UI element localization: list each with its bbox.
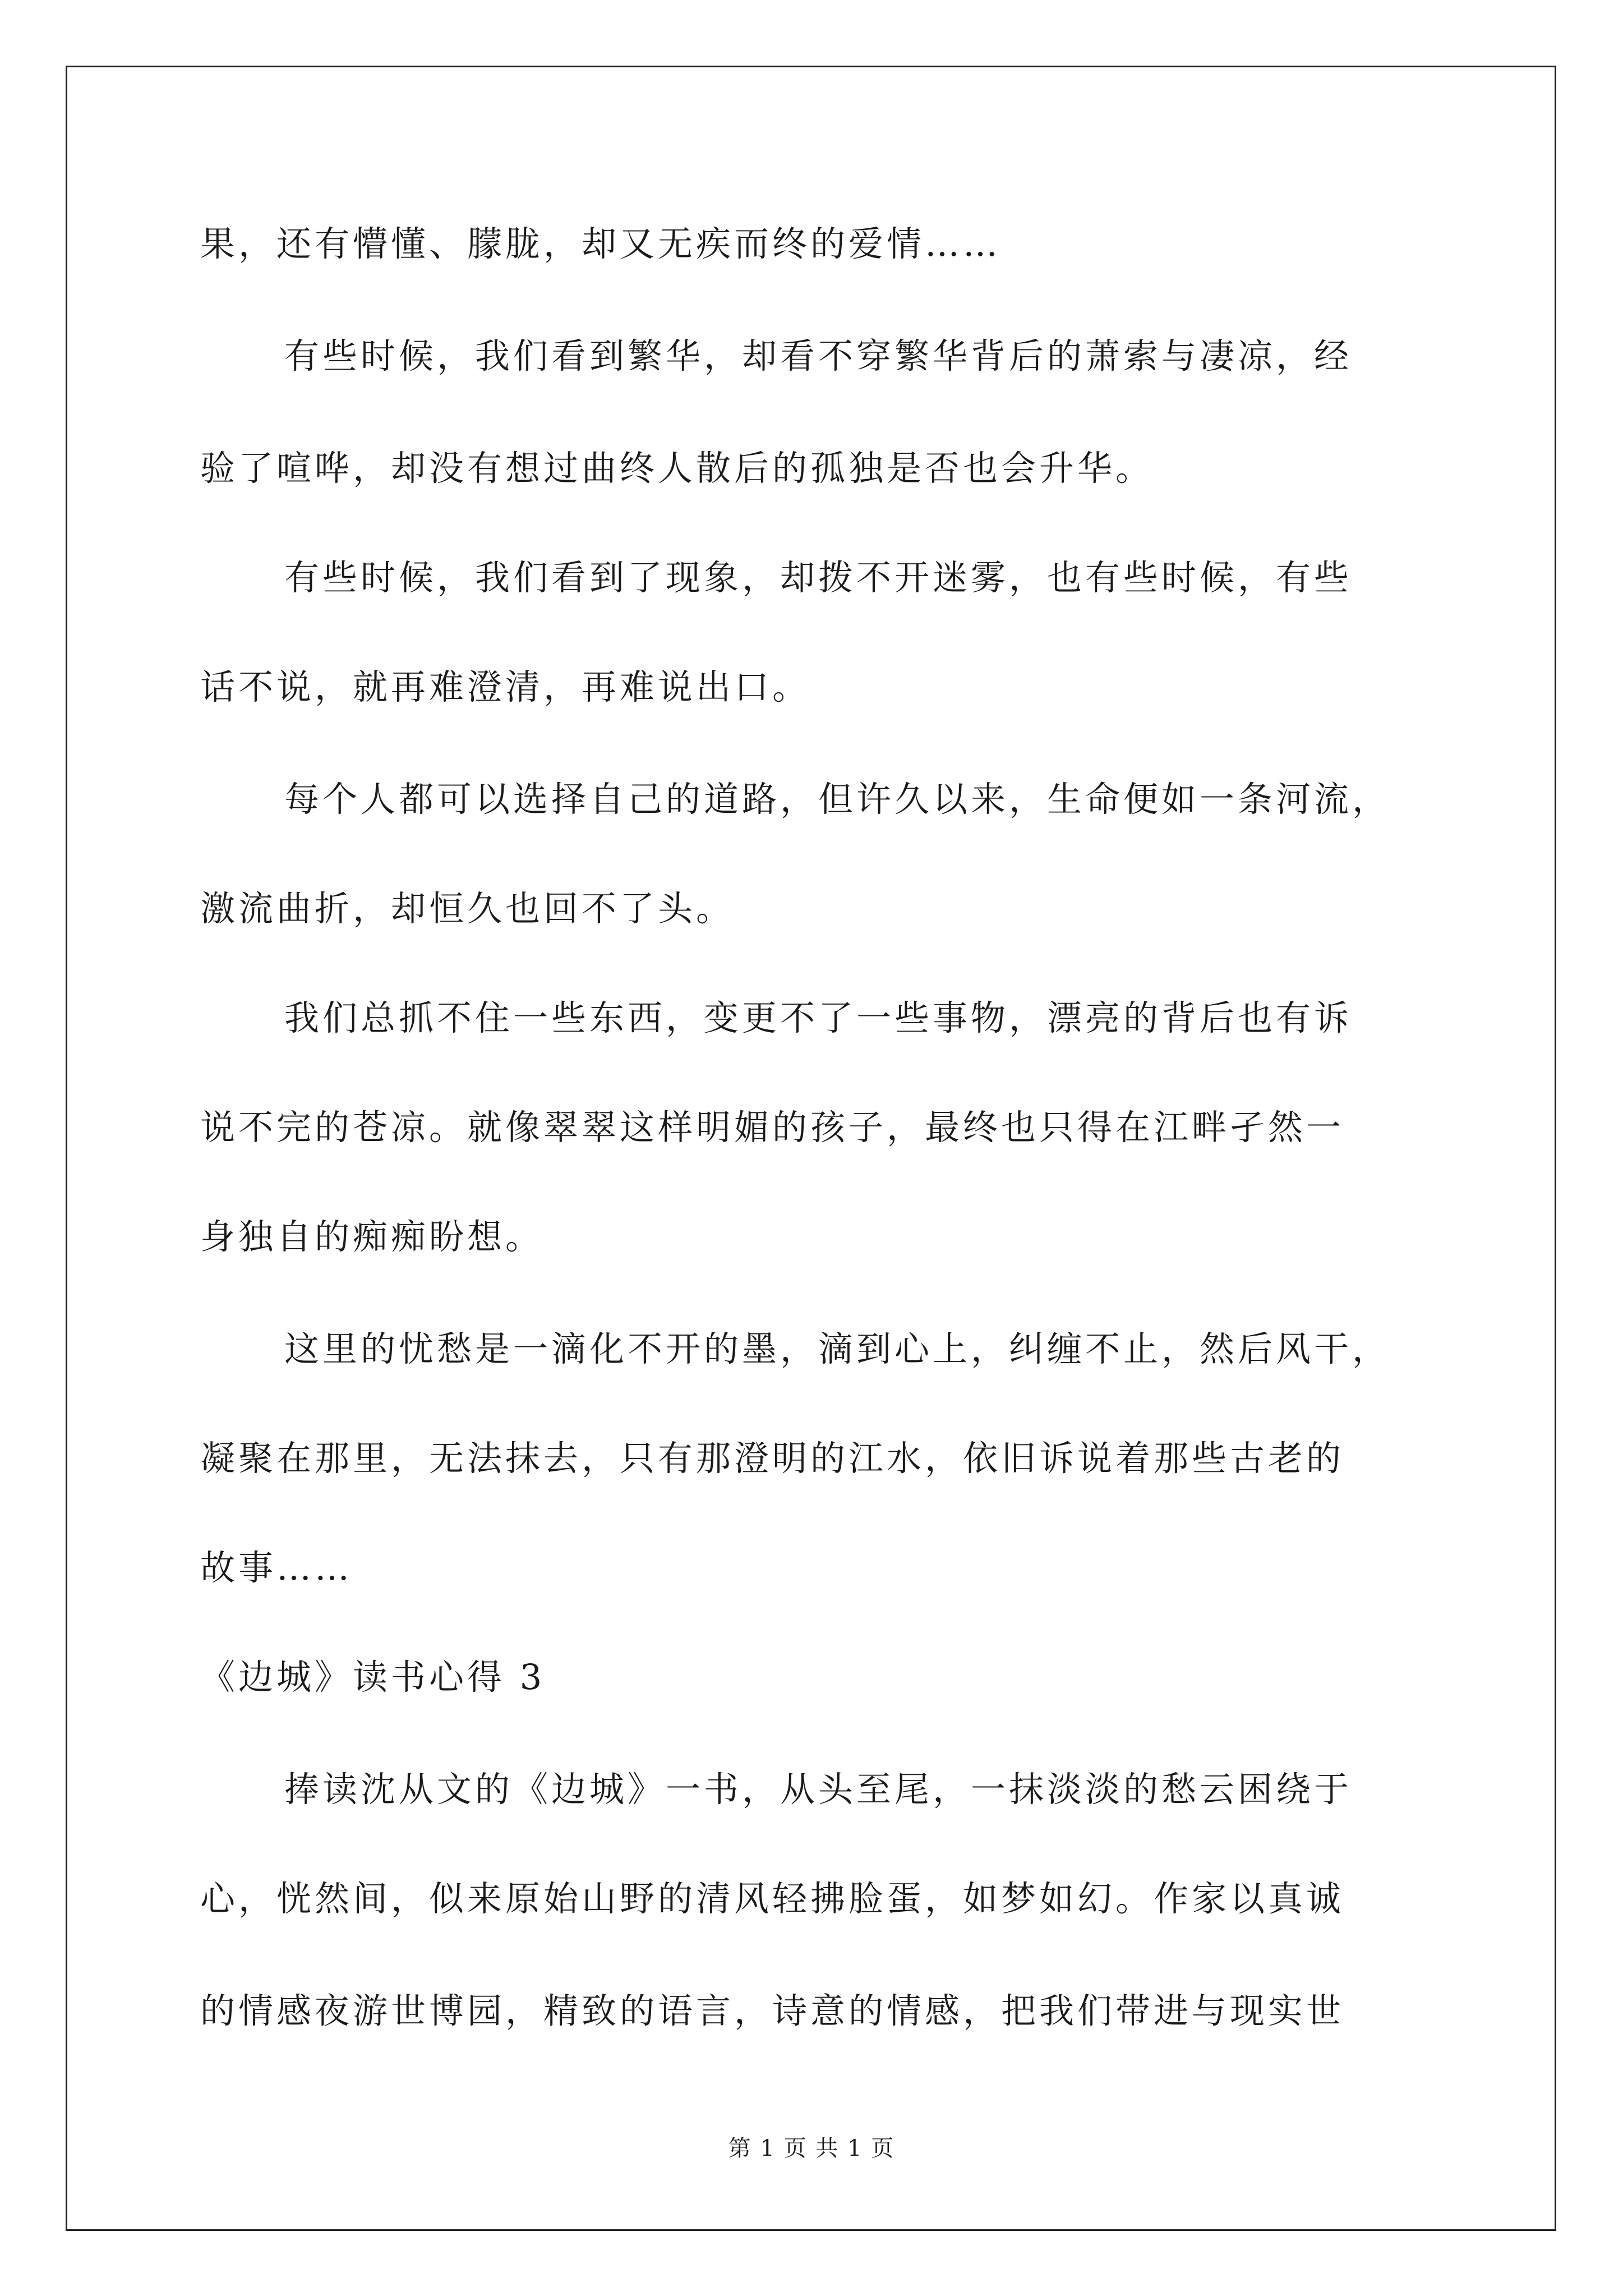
text-line: 故事……	[200, 1547, 353, 1588]
section-heading: 《边城》读书心得 3	[200, 1657, 546, 1697]
text-line: 捧读沈从文的《边城》一书，从头至尾，一抹淡淡的愁云困绕于	[284, 1769, 1353, 1810]
text-line: 每个人都可以选择自己的道路，但许久以来，生命便如一条河流，	[284, 779, 1391, 820]
text-line: 果，还有懵懂、朦胧，却又无疾而终的爱情……	[200, 223, 1002, 264]
text-line: 这里的忧愁是一滴化不开的墨，滴到心上，纠缠不止，然后风干，	[284, 1328, 1391, 1369]
text-line: 身独自的痴痴盼想。	[200, 1216, 544, 1257]
text-line: 我们总抓不住一些东西，变更不了一些事物，漂亮的背后也有诉	[284, 997, 1353, 1038]
text-line: 有些时候，我们看到了现象，却拨不开迷雾，也有些时候，有些	[284, 557, 1353, 598]
text-line: 话不说，就再难澄清，再难说出口。	[200, 666, 811, 707]
text-line: 说不完的苍凉。就像翠翠这样明媚的孩子，最终也只得在江畔孑然一	[200, 1107, 1345, 1148]
text-line: 有些时候，我们看到繁华，却看不穿繁华背后的萧索与凄凉，经	[284, 335, 1353, 376]
text-line: 凝聚在那里，无法抹去，只有那澄明的江水，依旧诉说着那些古老的	[200, 1438, 1345, 1479]
page-footer: 第 1 页 共 1 页	[728, 2136, 895, 2161]
text-line: 验了喧哗，却没有想过曲终人散后的孤独是否也会升华。	[200, 448, 1154, 489]
text-line: 心，恍然间，似来原始山野的清风轻拂脸蛋，如梦如幻。作家以真诚	[200, 1878, 1345, 1919]
text-line: 的情感夜游世博园，精致的语言，诗意的情感，把我们带进与现实世	[200, 1990, 1345, 2031]
text-line: 激流曲折，却恒久也回不了头。	[200, 888, 735, 929]
